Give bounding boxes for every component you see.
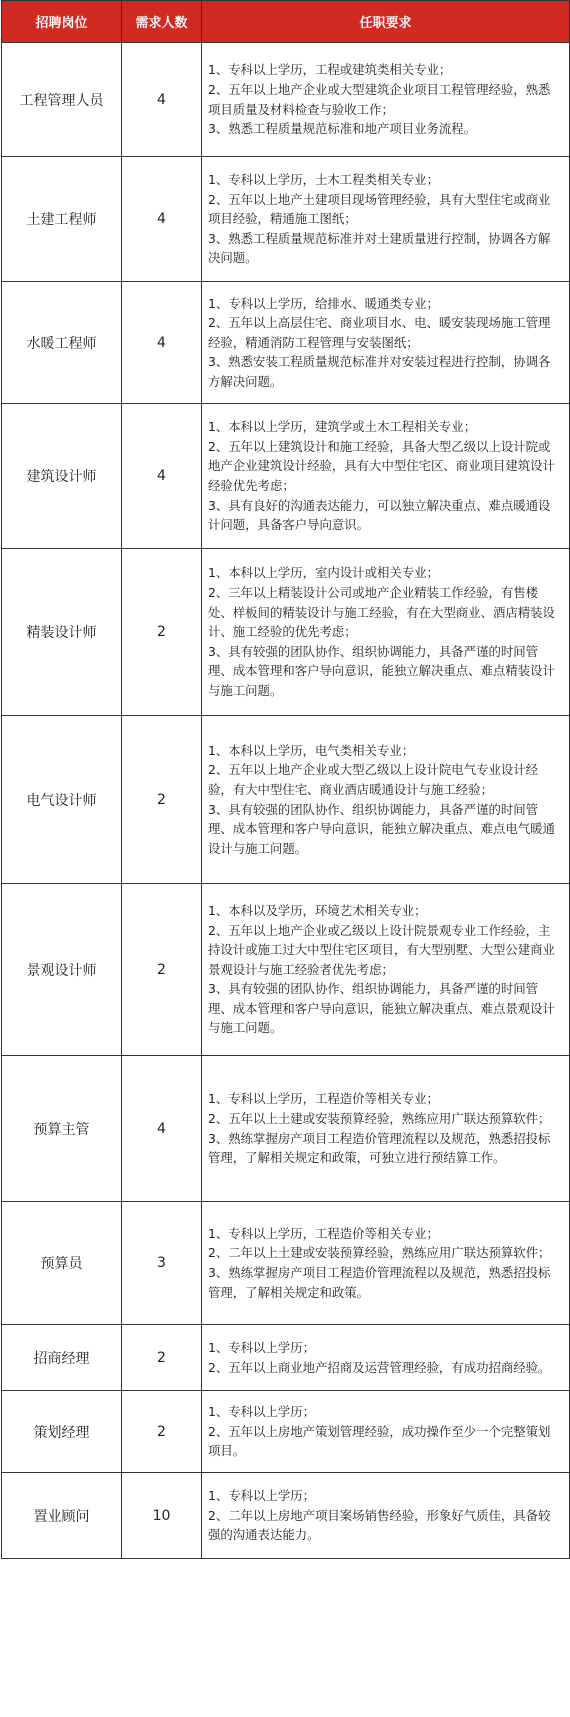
requirement-line: 2、二年以上房地产项目案场销售经验，形象好气质佳，具备较强的沟通表达能力。 [208, 1507, 551, 1543]
position-cell: 预算主管 [2, 1056, 122, 1202]
position-cell: 招商经理 [2, 1325, 122, 1391]
table-row [2, 43, 570, 157]
table-row [2, 549, 570, 716]
requirements-cell [202, 43, 570, 157]
requirement-line: 1、本科以上学历，室内设计或相关专业； [208, 565, 439, 581]
requirement-line: 1、专科以上学历； [208, 1404, 316, 1420]
requirement-line: 2、五年以上土建或安装预算经验，熟练应用广联达预算软件； [208, 1110, 551, 1126]
requirement-line: 1、专科以上学历； [208, 1339, 316, 1355]
table-row [2, 404, 570, 549]
table-body [2, 43, 570, 1559]
requirement-line: 3、熟悉工程质量规范标准和地产项目业务流程。 [208, 121, 477, 137]
header-count: 需求人数 [122, 1, 202, 43]
count-cell: 4 [122, 282, 202, 404]
requirement-line: 3、熟悉安装工程质量规范标准并对安装过程进行控制，协调各方解决问题。 [208, 354, 551, 389]
requirement-line: 1、专科以上学历，工程造价等相关专业； [208, 1091, 439, 1107]
requirement-line: 1、专科以上学历，工程造价等相关专业； [208, 1225, 439, 1241]
count-cell: 2 [122, 716, 202, 884]
requirement-line: 2、五年以上地产企业或大型建筑企业项目工程管理经验，熟悉项目质量及材料检查与验收工作； [208, 81, 551, 117]
requirement-line: 1、专科以上学历，工程或建筑类相关专业； [208, 62, 452, 78]
count-cell: 2 [122, 884, 202, 1056]
requirement-line: 3、具有较强的团队协作、组织协调能力，具备严谨的时间管理、成本管理和客户导向意识，能独立解决重点、难点精装设计与施工问题。 [208, 643, 555, 698]
requirement-line: 2、五年以上地产企业或乙级以上设计院景观专业工作经验，主持设计或施工过大中型住宅区项目，有大型别墅、大型公建商业景观设计与施工经验者优先考虑； [208, 922, 555, 977]
requirements-cell [202, 549, 570, 716]
count-cell: 2 [122, 1325, 202, 1391]
table-row [2, 884, 570, 1056]
table-row [2, 1202, 570, 1325]
position-cell: 水暖工程师 [2, 282, 122, 404]
count-cell: 4 [122, 43, 202, 157]
table-row [2, 1325, 570, 1391]
count-cell: 4 [122, 1056, 202, 1202]
table-row [2, 157, 570, 282]
position-cell: 建筑设计师 [2, 404, 122, 549]
requirements-cell [202, 1325, 570, 1391]
position-cell: 工程管理人员 [2, 43, 122, 157]
position-cell: 预算员 [2, 1202, 122, 1325]
requirements-cell [202, 157, 570, 282]
count-cell: 4 [122, 404, 202, 549]
requirement-line: 1、本科以及学历，环境艺术相关专业； [208, 902, 427, 918]
requirements-cell [202, 1391, 570, 1473]
requirement-line: 2、五年以上地产土建项目现场管理经验，具有大型住宅或商业项目经验，精通施工图纸； [208, 191, 551, 227]
requirement-line: 2、二年以上土建或安装预算经验，熟练应用广联达预算软件； [208, 1245, 551, 1261]
requirement-line: 3、熟悉工程质量规范标准并对土建质量进行控制，协调各方解决问题。 [208, 230, 551, 266]
requirement-line: 3、熟练掌握房产项目工程造价管理流程以及规范，熟悉招投标管理，了解相关规定和政策。 [208, 1265, 551, 1300]
header-row [2, 1, 570, 43]
count-cell: 4 [122, 157, 202, 282]
requirement-line: 2、三年以上精装设计公司或地产企业精装工作经验，有售楼处、样板间的精装设计与施工经验，有在大型商业、酒店精装设计、施工经验的优先考虑； [208, 585, 555, 640]
count-cell: 2 [122, 1391, 202, 1473]
requirement-line: 1、本科以上学历，电气类相关专业； [208, 742, 415, 758]
requirement-line: 3、具有较强的团队协作、组织协调能力，具备严谨的时间管理、成本管理和客户导向意识，能独立解决重点、难点景观设计与施工问题。 [208, 981, 555, 1036]
table-row [2, 716, 570, 884]
requirements-cell [202, 404, 570, 549]
requirement-line: 2、五年以上商业地产招商及运营管理经验，有成功招商经验。 [208, 1359, 551, 1375]
count-cell: 10 [122, 1473, 202, 1559]
requirement-line: 2、五年以上地产企业或大型乙级以上设计院电气专业设计经验，有大中型住宅、商业酒店暖通设计与施工经验； [208, 762, 539, 797]
requirement-line: 2、五年以上建筑设计和施工经验，具备大型乙级以上设计院或地产企业建筑设计经验，具有大中型住宅区、商业项目建筑设计经验优先考虑； [208, 438, 555, 493]
requirements-cell [202, 884, 570, 1056]
position-cell: 置业顾问 [2, 1473, 122, 1559]
requirement-line: 2、五年以上房地产策划管理经验，成功操作至少一个完整策划项目。 [208, 1423, 551, 1459]
requirement-line: 1、专科以上学历，土木工程类相关专业； [208, 172, 439, 188]
position-cell: 土建工程师 [2, 157, 122, 282]
recruitment-table [1, 0, 570, 1559]
requirements-cell [202, 1056, 570, 1202]
requirements-cell [202, 1202, 570, 1325]
position-cell: 精装设计师 [2, 549, 122, 716]
requirement-line: 2、五年以上高层住宅、商业项目水、电、暖安装现场施工管理经验，精通消防工程管理与安装图纸； [208, 315, 551, 350]
requirement-line: 1、本科以上学历，建筑学或土木工程相关专业； [208, 419, 477, 435]
requirement-line: 1、专科以上学历； [208, 1488, 316, 1504]
position-cell: 电气设计师 [2, 716, 122, 884]
requirement-line: 3、具有较强的团队协作、组织协调能力，具备严谨的时间管理、成本管理和客户导向意识，能独立解决重点、难点电气暖通设计与施工问题。 [208, 801, 555, 856]
requirement-line: 3、熟练掌握房产项目工程造价管理流程以及规范，熟悉招投标管理，了解相关规定和政策，可独立进行预结算工作。 [208, 1130, 551, 1166]
table-row [2, 1391, 570, 1473]
header-position: 招聘岗位 [2, 1, 122, 43]
header-requirements: 任职要求 [202, 1, 570, 43]
requirements-cell [202, 282, 570, 404]
table-row [2, 282, 570, 404]
requirements-cell [202, 716, 570, 884]
table-header [2, 1, 570, 43]
table-row [2, 1056, 570, 1202]
table-row [2, 1473, 570, 1559]
count-cell: 2 [122, 549, 202, 716]
count-cell: 3 [122, 1202, 202, 1325]
requirement-line: 3、具有良好的沟通表达能力，可以独立解决重点、难点暖通设计问题，具备客户导向意识。 [208, 497, 551, 533]
requirement-line: 1、专科以上学历，给排水、暖通类专业； [208, 295, 439, 311]
position-cell: 景观设计师 [2, 884, 122, 1056]
requirements-cell [202, 1473, 570, 1559]
position-cell: 策划经理 [2, 1391, 122, 1473]
